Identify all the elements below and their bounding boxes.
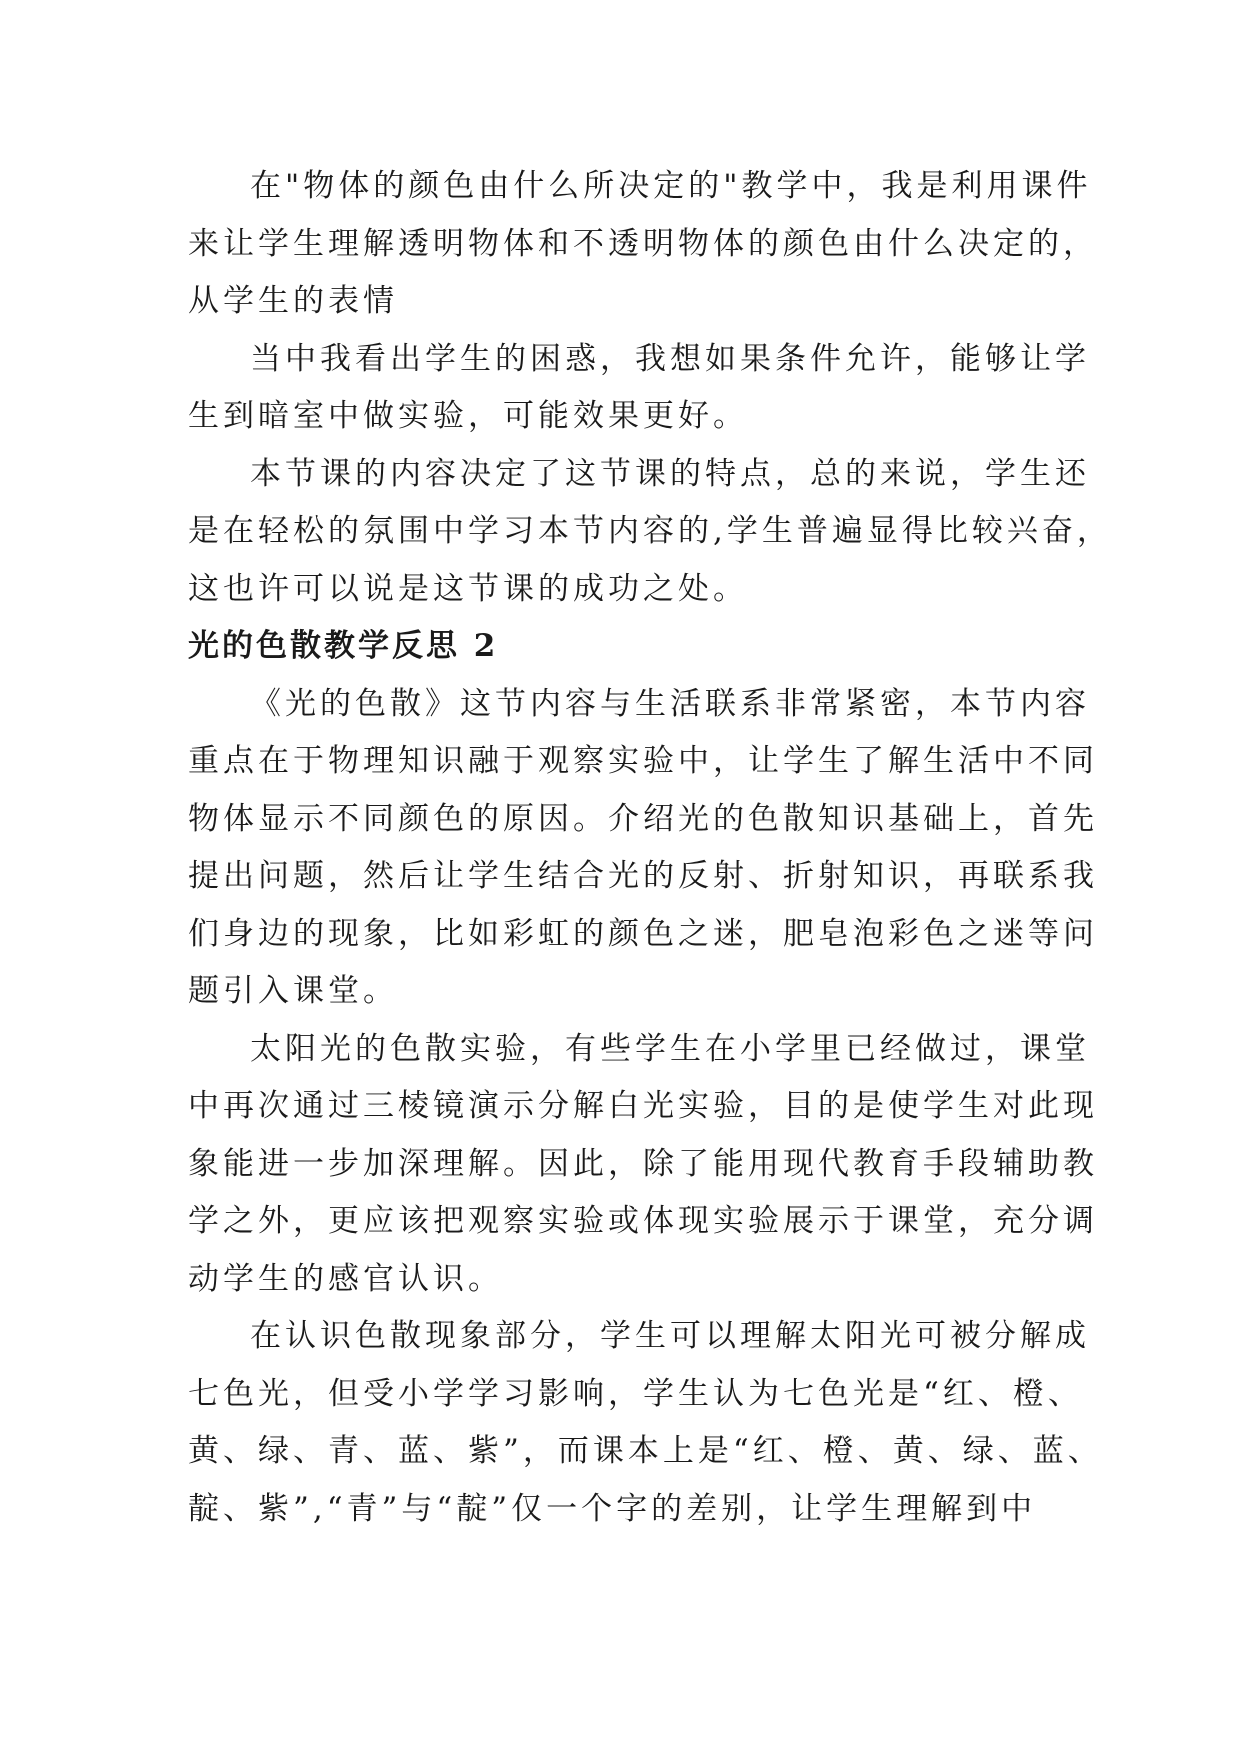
text-line: 靛、紫”,“青”与“靛”仅一个字的差别，让学生理解到中: [188, 1490, 1037, 1527]
text-line: 当中我看出学生的困惑，我想如果条件允许，能够让学: [250, 340, 1090, 377]
paragraph: [188, 676, 1098, 1021]
paragraph: [188, 1021, 1098, 1309]
text-line: 题引入课堂。: [188, 973, 398, 1009]
paragraph: [188, 331, 1090, 446]
text-line: 本节课的内容决定了这节课的特点，总的来说，学生还: [250, 455, 1090, 492]
text-line: 从学生的表情: [188, 283, 398, 319]
text-line: 象能进一步加深理解。因此，除了能用现代教育手段辅助教: [188, 1145, 1098, 1182]
text-line: 这也许可以说是这节课的成功之处。: [188, 570, 748, 607]
document-page: [188, 158, 1112, 1538]
text-line: 《光的色散》这节内容与生活联系非常紧密，本节内容: [250, 685, 1090, 722]
text-line: 动学生的感官认识。: [188, 1260, 503, 1297]
paragraph: [188, 1308, 1103, 1538]
text-line: 提出问题，然后让学生结合光的反射、折射知识，再联系我: [188, 858, 1098, 894]
text-line: 太阳光的色散实验，有些学生在小学里已经做过，课堂: [250, 1030, 1090, 1067]
text-line: 黄、绿、青、蓝、紫”，而课本上是“红、橙、黄、绿、蓝、: [188, 1433, 1103, 1469]
paragraph: [188, 446, 1112, 619]
text-line: 们身边的现象，比如彩虹的颜色之迷，肥皂泡彩色之迷等问: [188, 915, 1098, 952]
text-line: 是在轻松的氛围中学习本节内容的,学生普遍显得比较兴奋，: [188, 513, 1112, 549]
paragraph: [188, 158, 1098, 331]
text-line: 重点在于物理知识融于观察实验中，让学生了解生活中不同: [188, 743, 1098, 779]
section-heading: 光的色散教学反思 2: [188, 628, 499, 664]
text-line: 生到暗室中做实验，可能效果更好。: [188, 398, 748, 434]
text-line: 中再次通过三棱镜演示分解白光实验，目的是使学生对此现: [188, 1088, 1098, 1124]
text-line: 七色光，但受小学学习影响，学生认为七色光是“红、橙、: [188, 1375, 1083, 1412]
text-line: 物体显示不同颜色的原因。介绍光的色散知识基础上，首先: [188, 800, 1098, 837]
text-line: 学之外，更应该把观察实验或体现实验展示于课堂，充分调: [188, 1203, 1098, 1239]
text-line: 在认识色散现象部分，学生可以理解太阳光可被分解成: [250, 1318, 1090, 1354]
text-line: 来让学生理解透明物体和不透明物体的颜色由什么决定的，: [188, 225, 1098, 262]
text-line: 在"物体的颜色由什么所决定的"教学中，我是利用课件: [250, 168, 1092, 204]
